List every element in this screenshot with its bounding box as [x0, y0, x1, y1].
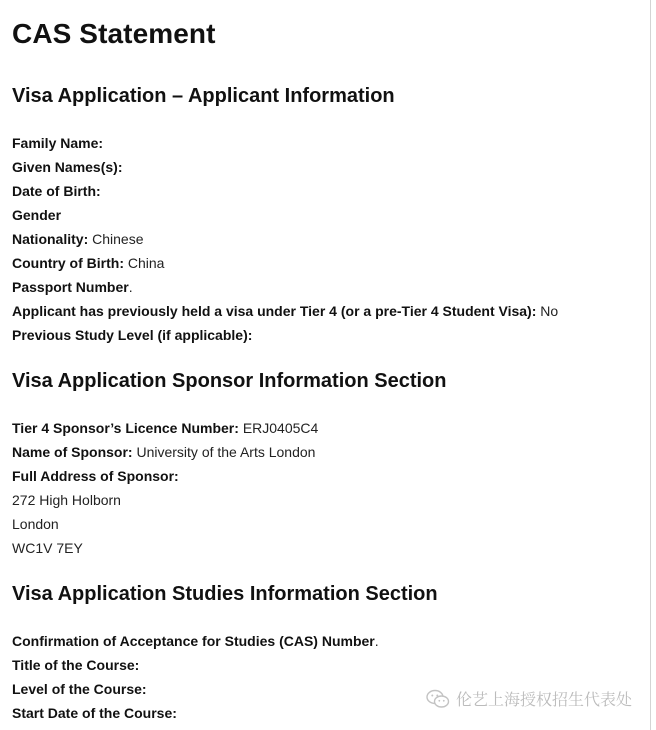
field-label: Title of the Course:: [12, 657, 140, 673]
field-course-start-date: [12, 701, 379, 725]
field-value: University of the Arts London: [136, 444, 316, 460]
field-sponsor-name: [12, 440, 318, 464]
field-label: Passport Number: [12, 279, 129, 295]
address-line: [12, 488, 318, 512]
field-value: China: [127, 255, 165, 271]
field-given-names: [12, 155, 558, 179]
field-label: Start Date of the Course:: [12, 705, 177, 721]
field-value: ERJ0405C4: [242, 420, 319, 436]
sponsor-section-heading: Visa Application Sponsor Information Section: [12, 370, 447, 392]
applicant-section-heading: Visa Application – Applicant Information: [12, 85, 395, 107]
field-value: Chinese: [92, 231, 144, 247]
field-label: Level of the Course:: [12, 681, 147, 697]
field-label: Given Names(s):: [12, 159, 123, 175]
watermark: [426, 687, 632, 710]
address-line-text: 272 High Holborn: [12, 492, 121, 508]
field-previous-study-level: [12, 323, 558, 347]
sponsor-field-list: [12, 416, 318, 560]
field-label: Country of Birth:: [12, 255, 124, 271]
field-value: No: [540, 303, 559, 319]
field-label: Family Name:: [12, 135, 104, 151]
applicant-field-list: [12, 131, 558, 347]
field-sponsor-licence: [12, 416, 318, 440]
field-gender: [12, 203, 558, 227]
field-nationality: [12, 227, 558, 251]
field-label: Full Address of Sponsor:: [12, 468, 179, 484]
studies-section-heading: Visa Application Studies Information Section: [12, 583, 438, 605]
field-family-name: [12, 131, 558, 155]
field-value: .: [128, 279, 133, 295]
address-line-text: WC1V 7EY: [12, 540, 83, 556]
field-cas-number: [12, 629, 379, 653]
page-title: CAS Statement: [12, 18, 216, 49]
field-label: Date of Birth:: [12, 183, 101, 199]
field-previous-visa: [12, 299, 558, 323]
field-value: .: [374, 633, 379, 649]
wechat-icon: [426, 689, 450, 709]
field-label: Tier 4 Sponsor’s Licence Number:: [12, 420, 239, 436]
field-course-level: [12, 677, 379, 701]
field-course-title: [12, 653, 379, 677]
address-line-text: London: [12, 516, 59, 532]
field-label: Previous Study Level (if applicable):: [12, 327, 253, 343]
watermark-text: 伦艺上海授权招生代表处: [456, 690, 633, 709]
field-label: Applicant has previously held a visa under Tier 4 (or a pre-Tier 4 Student Visa):: [12, 303, 537, 319]
field-country-of-birth: [12, 251, 558, 275]
field-label: Gender: [12, 207, 62, 223]
address-line: [12, 536, 318, 560]
field-label: Name of Sponsor:: [12, 444, 133, 460]
field-label: Nationality:: [12, 231, 89, 247]
studies-field-list: [12, 629, 379, 725]
address-line: [12, 512, 318, 536]
field-date-of-birth: [12, 179, 558, 203]
field-passport-number: [12, 275, 558, 299]
field-label: Confirmation of Acceptance for Studies (CAS) Number: [12, 633, 375, 649]
field-sponsor-address: [12, 464, 318, 488]
